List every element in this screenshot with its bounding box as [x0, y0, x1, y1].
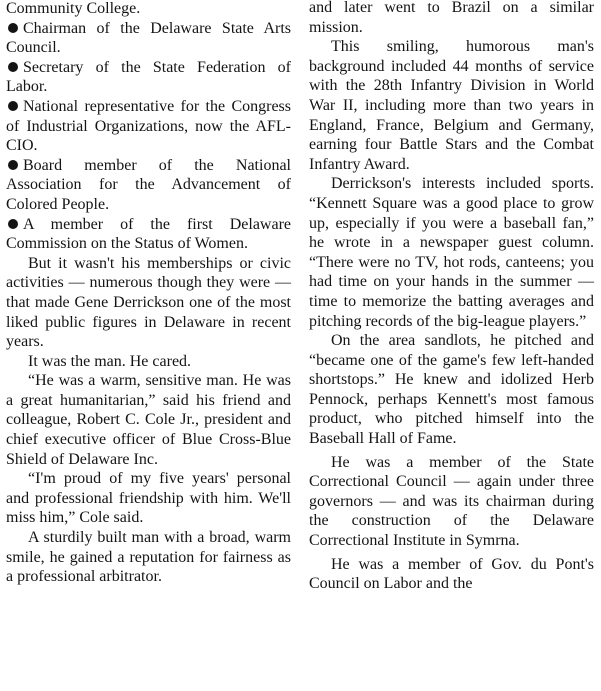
- bullet-text: A member of the first Delaware Commission on the Status of Women.: [6, 215, 291, 253]
- body-paragraph: This smiling, humorous man's background included 44 months of service with the 28th Infantry Division in World War II, including more than two years in England, France, Belgium and Germany, earning four Battle Stars and the Combat Infantry Award.: [309, 38, 594, 173]
- membership-bullet: [6, 19, 291, 58]
- membership-bullet: [6, 97, 291, 156]
- left-column: [6, 0, 291, 587]
- membership-bullet: [6, 58, 291, 97]
- membership-bullet: [6, 156, 291, 215]
- bullet-text: Board member of the National Association for the Advancement of Colored People.: [6, 156, 291, 213]
- body-paragraph: “He was a warm, sensitive man. He was a great humanitarian,” said his friend and colleague, Robert C. Cole Jr., president and chief executive officer of Blue Cross-Blue Shield of Delaware Inc.: [6, 372, 291, 468]
- body-paragraph: A sturdily built man with a broad, warm smile, he gained a reputation for fairness as a professional arbitrator.: [6, 529, 291, 586]
- body-paragraph: But it wasn't his memberships or civic activities — numerous though they were — that made Gene Derrickson one of the most liked public figures in Delaware in recent years.: [6, 254, 291, 351]
- continued-fragment: Community College.: [6, 0, 141, 17]
- body-paragraph: He was a member of the State Correctional Council — again under three governors — and was its chairman during the construction of the Delaware Correctional Institute in Symrna.: [309, 453, 594, 550]
- continued-fragment: and later went to Brazil on a similar mission.: [309, 0, 594, 36]
- bullet-icon: [8, 219, 18, 229]
- bullet-text: Chairman of the Delaware State Arts Council.: [6, 19, 291, 57]
- membership-bullet: [6, 215, 291, 254]
- body-paragraph: On the area sandlots, he pitched and “became one of the game's few left-handed shortstops.” He knew and idolized Herb Pennock, perhaps Kennett's most famous product, who pitched himself into the Baseball Hall of Fame.: [309, 332, 594, 448]
- body-paragraph: “I'm proud of my five years' personal and professional friendship with him. We'll miss him,” Cole said.: [6, 470, 291, 527]
- bullet-icon: [8, 62, 18, 72]
- bullet-icon: [8, 160, 18, 170]
- right-column: [309, 0, 594, 594]
- body-paragraph: Derrickson's interests included sports. “Kennett Square was a good place to grow up, especially if you were a baseball fan,” he wrote in a newspaper guest column. “There were no TV, hot rods, canteens; you had time on your hands in the summer — time to memorize the batting averages and pitching records of the big-league players.”: [309, 175, 594, 330]
- body-paragraph: He was a member of Gov. du Pont's Council on Labor and the: [309, 555, 594, 593]
- bullet-text: Secretary of the State Federation of Labor.: [6, 58, 291, 96]
- body-paragraph: It was the man. He cared.: [28, 352, 192, 370]
- bullet-icon: [8, 23, 18, 33]
- bullet-text: National representative for the Congress of Industrial Organizations, now the AFL-CIO.: [6, 97, 291, 155]
- bullet-icon: [8, 101, 18, 111]
